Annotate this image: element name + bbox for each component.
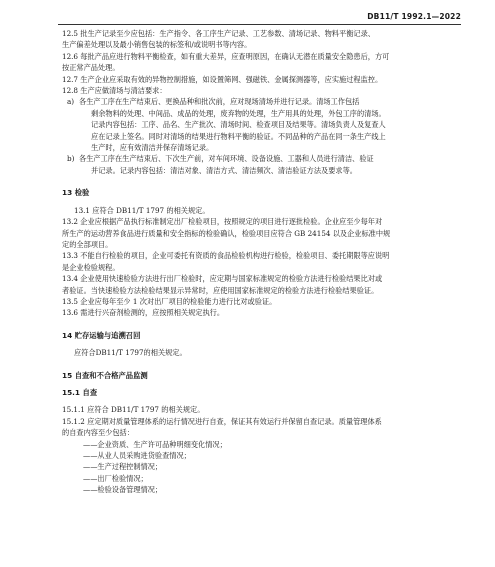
text-line: 按正常产品处理。 [62,63,120,73]
text-line: 生产偏差处理以及最小销售包装的标签和/或说明书等内容。 [62,40,252,50]
spacer [62,359,459,370]
text-line: 剩余物料的处理、中间品、成品的处理，废弃物的处理，生产用具的处理，外包工序的清场。 [91,108,386,118]
text-line: 13.4 企业使用快速检验方法进行出厂检验时，应定期与国家标准规定的检验方法进行检验结果比对或 [62,274,383,284]
header-rule [58,24,461,25]
list-marker: b) [67,154,75,164]
list-item-text: 各生产工序在生产结束后、更换品种和批次前，应对现场清场并进行记录。清场工作包括 [79,97,360,107]
list-item-text: 各生产工序在生产结束后、下次生产前，对车间环境、设备设施、工器和人员进行清洁、验证 [79,154,374,164]
text-line: 12.8 生产应做清场与清洁要求： [62,86,167,96]
text-line: 12.5 批生产记录至少应包括：生产指令、各工序生产记录、工艺参数、清场记录、物料平衡记录、 [62,29,375,38]
text-line: 13.1 应符合 DB11/T 1797 的相关规定。 [74,205,210,215]
text-line: 13.5 企业应每年至少 1 次对出厂项目的检验能力进行比对或验证。 [62,296,277,306]
text-line: 所生产的运动营养食品进行质量和安全指标的检验确认，检验项目应符合 GB 24154 以及企业标准中规 [62,228,391,238]
dash-list-item: ——检验设备管理情况； [83,485,163,495]
text-line: 是企业检验规程。 [62,262,120,272]
section-heading: 14 贮存运输与追溯召回 [62,330,141,340]
text-line: 应在记录上签名。同时对清场的结果进行物料平衡的验证。不同品种的产品在同一条生产线上 [91,131,386,141]
text-line: 者验证。当快速检验方法检验结果显示异常时，应使用国家标准规定的检验方法进行检验结果验证。 [62,285,379,295]
section-heading: 13 检验 [62,188,90,198]
text-line: 15.1.2 应定期对质量管理体系的运行情况进行自查，保证其有效运行并保留自查记录。质量管理体系 [62,416,382,426]
text-line: 13.6 需进行兴奋剂检测的，应按照相关规定执行。 [62,308,225,318]
dash-list-item: ——企业资质、生产许可品种明细变化情况； [83,439,227,449]
text-line: 生产时，应有效清洁并保存清场记录。 [91,143,214,153]
section-heading: 15.1 自查 [62,387,98,397]
text-line: 并记录。记录内容包括：清洁对象、清洁方式、清洁频次、清洁验证方法及要求等。 [91,165,357,175]
text-line: 13.2 企业应根据产品执行标准制定出厂检验项目，按照规定的项目进行逐批检验。企业应至少每年对 [62,217,383,227]
dash-list-item: ——生产过程控制情况； [83,462,163,472]
spacer [62,176,459,187]
text-line: 13.3 不能自行检验的项目，企业可委托有资质的食品检验机构进行检验，检验项目、委托期限等应说明 [62,251,390,261]
spacer [62,319,459,330]
dash-list-item: ——从业人员采购进货验查情况； [83,451,191,460]
text-line: 15.1.1 应符合 DB11/T 1797 的相关规定。 [62,405,205,415]
sub-list-item [62,153,459,164]
list-marker: a) [67,97,75,107]
text-line: 的自查内容至少包括： [62,428,134,438]
document-number: DB11/T 1992.1—2022 [367,12,461,21]
text-line: 12.7 生产企业应采取有效的异物控制措施，如设置筛网、强磁铁、金属探测器等，应实施过程监控。 [62,74,383,84]
text-line: 记录内容包括：工序、品名、生产批次、清场时间、检查项目及结果等。清场负责人及复查人 [91,120,386,130]
text-line: 12.6 每批产品应进行物料平衡检查，如有重大差异，应查明原因，在确认无潜在质量安全隐患后，方可 [62,51,390,61]
text-line: 应符合DB11/T 1797的相关规定。 [74,348,187,358]
document-body [62,28,459,496]
section-heading: 15 自查和不合格产品监测 [62,370,148,380]
text-line: 定的全部项目。 [62,239,113,249]
dash-list-item: ——出厂检验情况； [83,473,148,483]
sub-list-item [62,96,459,107]
